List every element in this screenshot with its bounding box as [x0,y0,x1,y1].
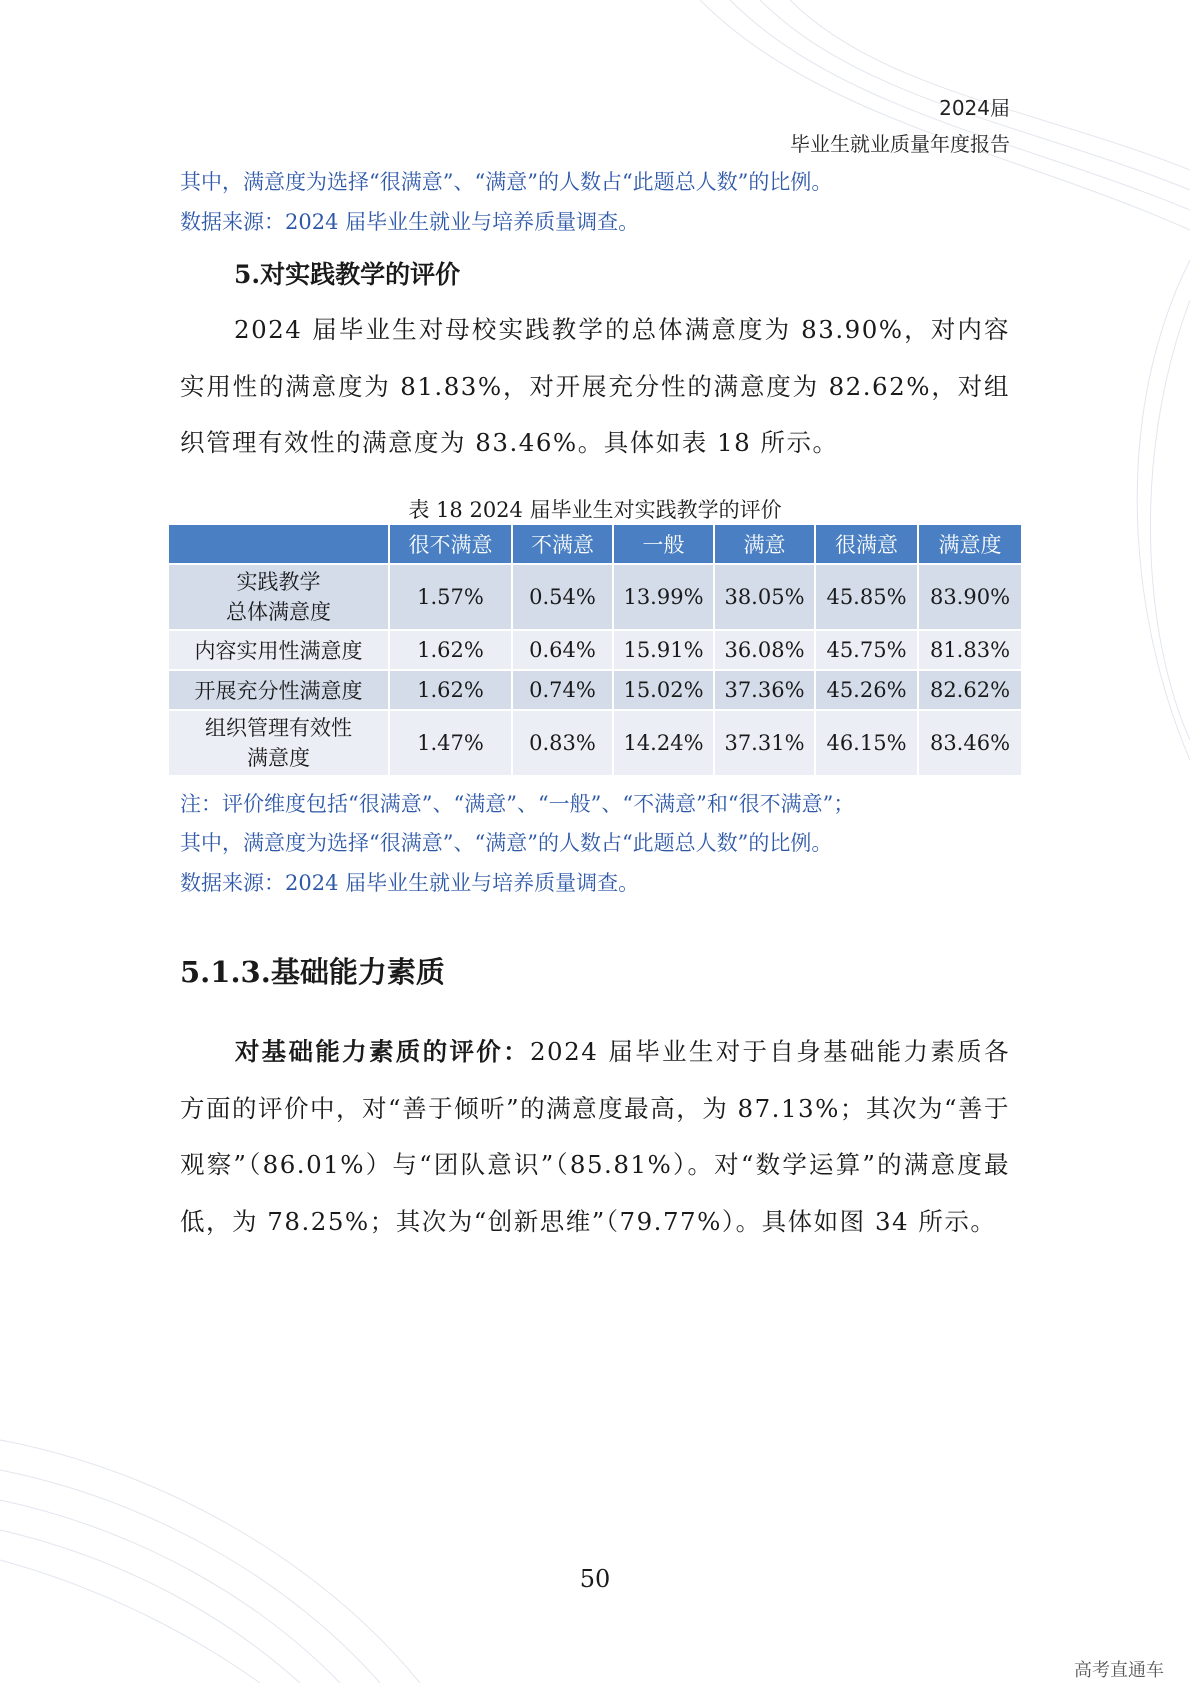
table-header-cell: 满意度 [918,525,1021,564]
table-header-row [169,525,1021,564]
table-cell: 13.99% [613,564,714,630]
table-cell: 46.15% [815,710,918,775]
table-cell: 1.57% [389,564,512,630]
table-cell: 83.46% [918,710,1021,775]
table-cell: 45.26% [815,670,918,710]
watermark-text: 高考直通车 [1074,1660,1164,1681]
table-cell: 0.83% [512,710,613,775]
row-label: 内容实用性满意度 [169,630,389,670]
header-report-title: 毕业生就业质量年度报告 [790,132,1010,156]
row-label: 开展充分性满意度 [169,670,389,710]
table-row [169,670,1021,710]
table-cell: 37.36% [714,670,815,710]
row-label-line: 实践教学 [236,570,321,594]
table-row [169,710,1021,775]
table-cell: 82.62% [918,670,1021,710]
paragraph-text: 2024 届毕业生对母校实践教学的总体满意度为 83.90%，对内容实用性的满意度为 81.83%，对开展充分性的满意度为 82.62%，对组织管理有效性的满意度为 83.46%。具体如表 18 所示。 [180,315,1010,457]
paragraph-lead: 对基础能力素质的评价： [234,1037,530,1066]
table-header-cell: 不满意 [512,525,613,564]
table-cell: 81.83% [918,630,1021,670]
top-note-source: 数据来源：2024 届毕业生就业与培养质量调查。 [180,210,640,234]
subsection-title-basic-ability: 5.1.3.基础能力素质 [180,955,445,989]
top-note-line1: 其中，满意度为选择“很满意”、“满意”的人数占“此题总人数”的比例。 [180,170,833,194]
table-header-cell: 满意 [714,525,815,564]
section-paragraph-practice-teaching [180,302,1010,472]
table-header-cell [169,525,389,564]
evaluation-table [169,525,1021,775]
paragraph-text: 2024 届毕业生对于自身基础能力素质各方面的评价中，对“善于倾听”的满意度最高，为 87.13%；其次为“善于观察”（86.01%）与“团队意识”（85.81%）。对“数学运算”的满意度最低，为 78.25%；其次为“创新思维”（79.77%）。具体如图 34 所示。 [180,1037,1010,1236]
table-note-dimensions: 注：评价维度包括“很满意”、“满意”、“一般”、“不满意”和“很不满意”； [180,792,855,816]
table-cell: 15.91% [613,630,714,670]
section-paragraph-basic-ability [180,1024,1010,1250]
table-note-source: 数据来源：2024 届毕业生就业与培养质量调查。 [180,871,640,895]
table-cell: 0.64% [512,630,613,670]
table-cell: 45.75% [815,630,918,670]
table-row [169,564,1021,630]
row-label [169,564,389,630]
header-year: 2024届 [939,96,1010,120]
table-cell: 14.24% [613,710,714,775]
table-cell: 1.62% [389,630,512,670]
table-cell: 45.85% [815,564,918,630]
table-cell: 36.08% [714,630,815,670]
table-cell: 37.31% [714,710,815,775]
table-caption: 表 18 2024 届毕业生对实践教学的评价 [408,498,782,522]
table-header-cell: 很满意 [815,525,918,564]
section-title-practice-teaching: 5.对实践教学的评价 [234,260,461,289]
table-cell: 1.62% [389,670,512,710]
page-number: 50 [579,1565,611,1593]
table-row [169,630,1021,670]
row-label-line: 满意度 [247,746,310,770]
row-label [169,710,389,775]
table-cell: 0.74% [512,670,613,710]
row-label-line: 总体满意度 [226,600,331,624]
row-label-line: 组织管理有效性 [205,716,352,740]
table-cell: 83.90% [918,564,1021,630]
table-cell: 38.05% [714,564,815,630]
table-header-cell: 很不满意 [389,525,512,564]
table-cell: 0.54% [512,564,613,630]
table-note-definition: 其中，满意度为选择“很满意”、“满意”的人数占“此题总人数”的比例。 [180,831,833,855]
table-cell: 1.47% [389,710,512,775]
table-cell: 15.02% [613,670,714,710]
table-header-cell: 一般 [613,525,714,564]
